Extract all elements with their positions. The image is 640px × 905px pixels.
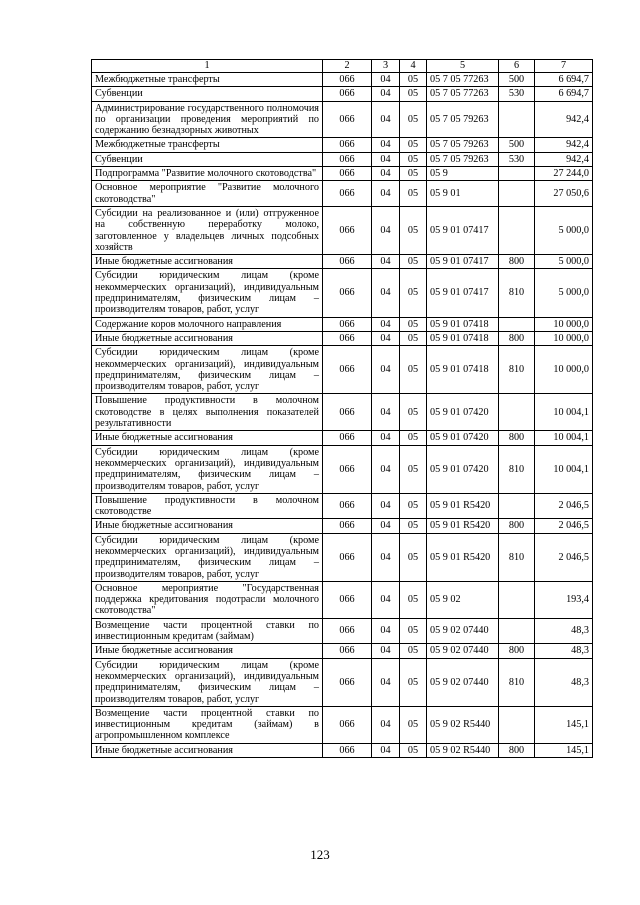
name-cell: Субвенции bbox=[92, 152, 323, 166]
table-row bbox=[92, 181, 593, 207]
target-article-cell: 05 9 02 07440 bbox=[427, 644, 499, 658]
target-article-cell: 05 9 02 07440 bbox=[427, 618, 499, 644]
ministry-code-cell: 066 bbox=[323, 581, 372, 618]
amount-cell: 145,1 bbox=[535, 743, 593, 757]
amount-cell: 145,1 bbox=[535, 706, 593, 743]
expense-type-cell bbox=[499, 181, 535, 207]
ministry-code-cell: 066 bbox=[323, 346, 372, 394]
table-row bbox=[92, 394, 593, 431]
section-cell: 04 bbox=[372, 706, 400, 743]
section-cell: 04 bbox=[372, 431, 400, 445]
subsection-cell: 05 bbox=[400, 255, 427, 269]
name-cell: Субсидии юридическим лицам (кроме некоммерческих организаций), индивидуальным предпринимателям, физическим лицам – производителям товаров, работ, услуг bbox=[92, 346, 323, 394]
table-row bbox=[92, 533, 593, 581]
table-body bbox=[92, 73, 593, 758]
table-row bbox=[92, 743, 593, 757]
section-cell: 04 bbox=[372, 394, 400, 431]
section-cell: 04 bbox=[372, 269, 400, 317]
expense-type-cell: 800 bbox=[499, 519, 535, 533]
column-header-subsection: 4 bbox=[400, 60, 427, 73]
ministry-code-cell: 066 bbox=[323, 87, 372, 101]
expense-type-cell: 500 bbox=[499, 73, 535, 87]
expense-type-cell: 810 bbox=[499, 269, 535, 317]
target-article-cell: 05 9 01 07417 bbox=[427, 255, 499, 269]
expense-type-cell bbox=[499, 493, 535, 519]
expense-type-cell: 500 bbox=[499, 138, 535, 152]
ministry-code-cell: 066 bbox=[323, 519, 372, 533]
name-cell: Субсидии юридическим лицам (кроме некоммерческих организаций), индивидуальным предпринимателям, физическим лицам – производителям товаров, работ, услуг bbox=[92, 533, 323, 581]
expense-type-cell bbox=[499, 706, 535, 743]
section-cell: 04 bbox=[372, 493, 400, 519]
ministry-code-cell: 066 bbox=[323, 445, 372, 493]
target-article-cell: 05 7 05 77263 bbox=[427, 73, 499, 87]
table-row bbox=[92, 206, 593, 254]
name-cell: Субсидии на реализованное и (или) отгруженное на собственную переработку молоко, заготовленное у владельцев личных подсобных хозяйств bbox=[92, 206, 323, 254]
amount-cell: 48,3 bbox=[535, 644, 593, 658]
expense-type-cell: 810 bbox=[499, 533, 535, 581]
name-cell: Иные бюджетные ассигнования bbox=[92, 743, 323, 757]
section-cell: 04 bbox=[372, 152, 400, 166]
ministry-code-cell: 066 bbox=[323, 394, 372, 431]
subsection-cell: 05 bbox=[400, 138, 427, 152]
subsection-cell: 05 bbox=[400, 743, 427, 757]
table-row bbox=[92, 317, 593, 331]
name-cell: Повышение продуктивности в молочном скотоводстве в целях выполнения показателей результативности bbox=[92, 394, 323, 431]
table-row bbox=[92, 73, 593, 87]
section-cell: 04 bbox=[372, 346, 400, 394]
name-cell: Подпрограмма "Развитие молочного скотоводства" bbox=[92, 167, 323, 181]
target-article-cell: 05 9 02 bbox=[427, 581, 499, 618]
expense-type-cell: 810 bbox=[499, 445, 535, 493]
amount-cell: 5 000,0 bbox=[535, 255, 593, 269]
subsection-cell: 05 bbox=[400, 493, 427, 519]
name-cell: Возмещение части процентной ставки по инвестиционным кредитам (займам) bbox=[92, 618, 323, 644]
amount-cell: 193,4 bbox=[535, 581, 593, 618]
column-header-target-article: 5 bbox=[427, 60, 499, 73]
section-cell: 04 bbox=[372, 73, 400, 87]
ministry-code-cell: 066 bbox=[323, 181, 372, 207]
section-cell: 04 bbox=[372, 138, 400, 152]
subsection-cell: 05 bbox=[400, 317, 427, 331]
table-row bbox=[92, 87, 593, 101]
amount-cell: 2 046,5 bbox=[535, 493, 593, 519]
subsection-cell: 05 bbox=[400, 394, 427, 431]
target-article-cell: 05 7 05 77263 bbox=[427, 87, 499, 101]
amount-cell: 5 000,0 bbox=[535, 269, 593, 317]
column-header-section: 3 bbox=[372, 60, 400, 73]
table-row bbox=[92, 167, 593, 181]
table-row bbox=[92, 346, 593, 394]
table-row bbox=[92, 431, 593, 445]
name-cell: Межбюджетные трансферты bbox=[92, 138, 323, 152]
target-article-cell: 05 9 02 R5440 bbox=[427, 706, 499, 743]
name-cell: Субсидии юридическим лицам (кроме некоммерческих организаций), индивидуальным предпринимателям, физическим лицам – производителям товаров, работ, услуг bbox=[92, 445, 323, 493]
table-row bbox=[92, 445, 593, 493]
subsection-cell: 05 bbox=[400, 618, 427, 644]
section-cell: 04 bbox=[372, 519, 400, 533]
amount-cell: 6 694,7 bbox=[535, 73, 593, 87]
subsection-cell: 05 bbox=[400, 346, 427, 394]
expense-type-cell: 810 bbox=[499, 346, 535, 394]
table-row bbox=[92, 706, 593, 743]
name-cell: Иные бюджетные ассигнования bbox=[92, 519, 323, 533]
section-cell: 04 bbox=[372, 618, 400, 644]
section-cell: 04 bbox=[372, 181, 400, 207]
subsection-cell: 05 bbox=[400, 167, 427, 181]
amount-cell: 27 244,0 bbox=[535, 167, 593, 181]
section-cell: 04 bbox=[372, 581, 400, 618]
target-article-cell: 05 9 01 07420 bbox=[427, 431, 499, 445]
name-cell: Иные бюджетные ассигнования bbox=[92, 255, 323, 269]
ministry-code-cell: 066 bbox=[323, 152, 372, 166]
target-article-cell: 05 9 02 R5440 bbox=[427, 743, 499, 757]
table-row bbox=[92, 658, 593, 706]
amount-cell: 5 000,0 bbox=[535, 206, 593, 254]
ministry-code-cell: 066 bbox=[323, 706, 372, 743]
subsection-cell: 05 bbox=[400, 658, 427, 706]
section-cell: 04 bbox=[372, 101, 400, 138]
expense-type-cell bbox=[499, 394, 535, 431]
target-article-cell: 05 9 01 07420 bbox=[427, 445, 499, 493]
ministry-code-cell: 066 bbox=[323, 658, 372, 706]
subsection-cell: 05 bbox=[400, 181, 427, 207]
amount-cell: 942,4 bbox=[535, 101, 593, 138]
subsection-cell: 05 bbox=[400, 533, 427, 581]
expense-type-cell: 800 bbox=[499, 644, 535, 658]
subsection-cell: 05 bbox=[400, 445, 427, 493]
header-row bbox=[92, 60, 593, 73]
ministry-code-cell: 066 bbox=[323, 533, 372, 581]
target-article-cell: 05 9 02 07440 bbox=[427, 658, 499, 706]
name-cell: Основное мероприятие "Развитие молочного скотоводства" bbox=[92, 181, 323, 207]
section-cell: 04 bbox=[372, 331, 400, 345]
target-article-cell: 05 7 05 79263 bbox=[427, 138, 499, 152]
column-header-expense-type: 6 bbox=[499, 60, 535, 73]
ministry-code-cell: 066 bbox=[323, 206, 372, 254]
table-row bbox=[92, 493, 593, 519]
ministry-code-cell: 066 bbox=[323, 618, 372, 644]
subsection-cell: 05 bbox=[400, 431, 427, 445]
section-cell: 04 bbox=[372, 533, 400, 581]
ministry-code-cell: 066 bbox=[323, 317, 372, 331]
name-cell: Субсидии юридическим лицам (кроме некоммерческих организаций), индивидуальным предпринимателям, физическим лицам – производителям товаров, работ, услуг bbox=[92, 658, 323, 706]
ministry-code-cell: 066 bbox=[323, 269, 372, 317]
table-row bbox=[92, 331, 593, 345]
amount-cell: 10 004,1 bbox=[535, 394, 593, 431]
subsection-cell: 05 bbox=[400, 87, 427, 101]
name-cell: Иные бюджетные ассигнования bbox=[92, 644, 323, 658]
amount-cell: 2 046,5 bbox=[535, 519, 593, 533]
expense-type-cell bbox=[499, 581, 535, 618]
name-cell: Основное мероприятие "Государственная поддержка кредитования подотрасли молочного скотоводства" bbox=[92, 581, 323, 618]
amount-cell: 6 694,7 bbox=[535, 87, 593, 101]
target-article-cell: 05 9 bbox=[427, 167, 499, 181]
section-cell: 04 bbox=[372, 167, 400, 181]
name-cell: Субвенции bbox=[92, 87, 323, 101]
name-cell: Иные бюджетные ассигнования bbox=[92, 331, 323, 345]
table-row bbox=[92, 519, 593, 533]
name-cell: Субсидии юридическим лицам (кроме некоммерческих организаций), индивидуальным предпринимателям, физическим лицам – производителям товаров, работ, услуг bbox=[92, 269, 323, 317]
amount-cell: 10 004,1 bbox=[535, 431, 593, 445]
amount-cell: 48,3 bbox=[535, 658, 593, 706]
subsection-cell: 05 bbox=[400, 331, 427, 345]
table-row bbox=[92, 152, 593, 166]
expense-type-cell: 800 bbox=[499, 255, 535, 269]
expense-type-cell: 800 bbox=[499, 331, 535, 345]
amount-cell: 10 000,0 bbox=[535, 331, 593, 345]
table-row bbox=[92, 138, 593, 152]
ministry-code-cell: 066 bbox=[323, 101, 372, 138]
ministry-code-cell: 066 bbox=[323, 331, 372, 345]
name-cell: Межбюджетные трансферты bbox=[92, 73, 323, 87]
section-cell: 04 bbox=[372, 644, 400, 658]
amount-cell: 10 004,1 bbox=[535, 445, 593, 493]
target-article-cell: 05 9 01 bbox=[427, 181, 499, 207]
subsection-cell: 05 bbox=[400, 269, 427, 317]
amount-cell: 27 050,6 bbox=[535, 181, 593, 207]
table-row bbox=[92, 644, 593, 658]
expense-type-cell bbox=[499, 167, 535, 181]
table-row bbox=[92, 101, 593, 138]
name-cell: Возмещение части процентной ставки по инвестиционным кредитам (займам) в агропромышленном комплексе bbox=[92, 706, 323, 743]
name-cell: Администрирование государственного полномочия по организации проведения мероприятий по содержанию безнадзорных животных bbox=[92, 101, 323, 138]
target-article-cell: 05 7 05 79263 bbox=[427, 152, 499, 166]
expense-type-cell: 530 bbox=[499, 152, 535, 166]
amount-cell: 942,4 bbox=[535, 138, 593, 152]
section-cell: 04 bbox=[372, 255, 400, 269]
subsection-cell: 05 bbox=[400, 519, 427, 533]
ministry-code-cell: 066 bbox=[323, 255, 372, 269]
table-row bbox=[92, 618, 593, 644]
target-article-cell: 05 9 01 R5420 bbox=[427, 519, 499, 533]
budget-table bbox=[91, 59, 593, 758]
section-cell: 04 bbox=[372, 658, 400, 706]
ministry-code-cell: 066 bbox=[323, 644, 372, 658]
expense-type-cell: 530 bbox=[499, 87, 535, 101]
subsection-cell: 05 bbox=[400, 73, 427, 87]
ministry-code-cell: 066 bbox=[323, 167, 372, 181]
expense-type-cell: 810 bbox=[499, 658, 535, 706]
subsection-cell: 05 bbox=[400, 644, 427, 658]
name-cell: Содержание коров молочного направления bbox=[92, 317, 323, 331]
ministry-code-cell: 066 bbox=[323, 138, 372, 152]
table-row bbox=[92, 269, 593, 317]
ministry-code-cell: 066 bbox=[323, 493, 372, 519]
target-article-cell: 05 9 01 07417 bbox=[427, 269, 499, 317]
target-article-cell: 05 9 01 R5420 bbox=[427, 493, 499, 519]
ministry-code-cell: 066 bbox=[323, 431, 372, 445]
amount-cell: 10 000,0 bbox=[535, 317, 593, 331]
target-article-cell: 05 7 05 79263 bbox=[427, 101, 499, 138]
target-article-cell: 05 9 01 07418 bbox=[427, 331, 499, 345]
target-article-cell: 05 9 01 07417 bbox=[427, 206, 499, 254]
name-cell: Повышение продуктивности в молочном скотоводстве bbox=[92, 493, 323, 519]
expense-type-cell: 800 bbox=[499, 743, 535, 757]
amount-cell: 2 046,5 bbox=[535, 533, 593, 581]
subsection-cell: 05 bbox=[400, 706, 427, 743]
column-header-ministry: 2 bbox=[323, 60, 372, 73]
amount-cell: 48,3 bbox=[535, 618, 593, 644]
amount-cell: 942,4 bbox=[535, 152, 593, 166]
column-header-amount: 7 bbox=[535, 60, 593, 73]
column-header-name: 1 bbox=[92, 60, 323, 73]
table-row bbox=[92, 255, 593, 269]
subsection-cell: 05 bbox=[400, 101, 427, 138]
section-cell: 04 bbox=[372, 206, 400, 254]
expense-type-cell bbox=[499, 101, 535, 138]
subsection-cell: 05 bbox=[400, 152, 427, 166]
section-cell: 04 bbox=[372, 445, 400, 493]
table-row bbox=[92, 581, 593, 618]
expense-type-cell bbox=[499, 317, 535, 331]
subsection-cell: 05 bbox=[400, 206, 427, 254]
ministry-code-cell: 066 bbox=[323, 743, 372, 757]
section-cell: 04 bbox=[372, 743, 400, 757]
target-article-cell: 05 9 01 07418 bbox=[427, 317, 499, 331]
target-article-cell: 05 9 01 07420 bbox=[427, 394, 499, 431]
section-cell: 04 bbox=[372, 317, 400, 331]
expense-type-cell bbox=[499, 618, 535, 644]
expense-type-cell: 800 bbox=[499, 431, 535, 445]
ministry-code-cell: 066 bbox=[323, 73, 372, 87]
name-cell: Иные бюджетные ассигнования bbox=[92, 431, 323, 445]
target-article-cell: 05 9 01 R5420 bbox=[427, 533, 499, 581]
target-article-cell: 05 9 01 07418 bbox=[427, 346, 499, 394]
expense-type-cell bbox=[499, 206, 535, 254]
amount-cell: 10 000,0 bbox=[535, 346, 593, 394]
section-cell: 04 bbox=[372, 87, 400, 101]
page-number: 123 bbox=[310, 847, 330, 862]
subsection-cell: 05 bbox=[400, 581, 427, 618]
